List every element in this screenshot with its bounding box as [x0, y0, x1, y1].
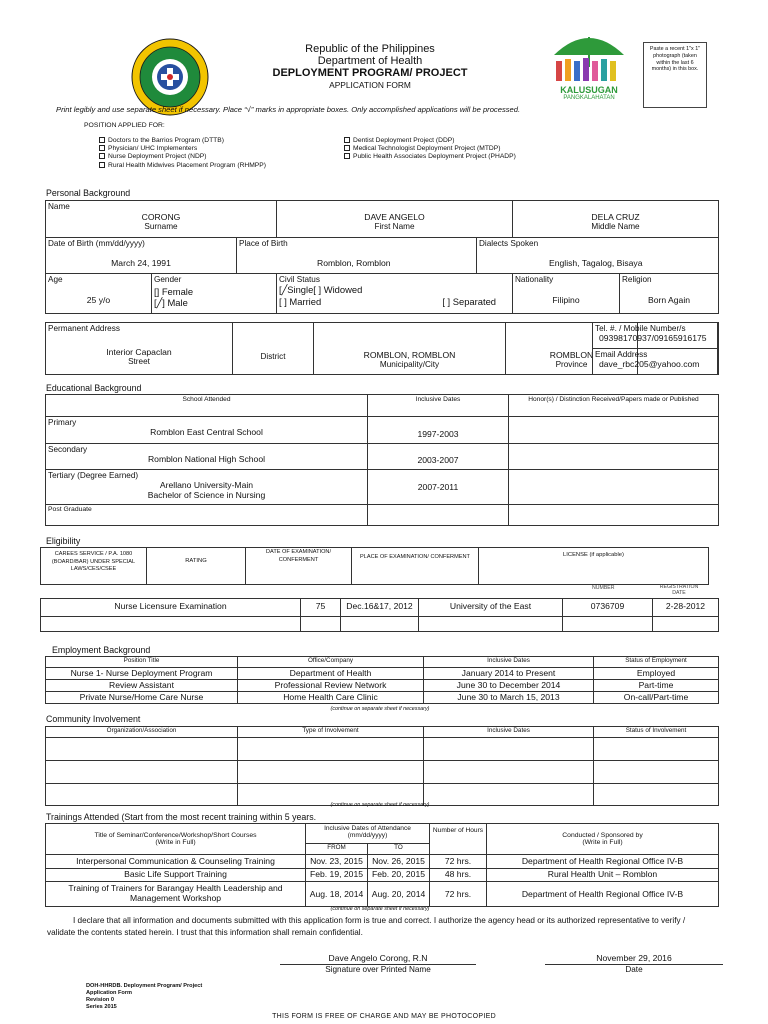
- dates-value: June 30 to December 2014: [424, 680, 594, 692]
- employment-note: (continue on separate sheet if necessary): [330, 706, 430, 712]
- col-sponsor: [487, 824, 719, 855]
- instructions: Print legibly and use separate sheet if necessary. Place “√” marks in appropriate boxes. Only accomplished applications will be processed.: [56, 105, 521, 114]
- header-department: Department of Health: [317, 55, 423, 67]
- option-uhc[interactable]: Physician/ UHC Implementers: [99, 145, 266, 152]
- trainings-heading: Trainings Attended (Start from the most recent training within 5 years.: [46, 812, 317, 822]
- form-code-line3: Revision 0: [86, 996, 114, 1003]
- dates-value: 2003-2007: [368, 444, 509, 470]
- education-row-secondary[interactable]: [46, 444, 719, 470]
- form-code-line2: Application Form: [86, 989, 132, 996]
- dialects-cell[interactable]: [477, 238, 719, 274]
- photo-box: [643, 42, 707, 108]
- birth-table: [45, 237, 719, 274]
- col-involvement-type: Type of Involvement: [238, 727, 424, 738]
- level-label: Post Graduate: [48, 506, 92, 513]
- dates-value: [368, 505, 509, 526]
- office-value: Professional Review Network: [238, 680, 424, 692]
- training-hours-value: 72 hrs.: [430, 882, 487, 907]
- surname-label: Surname: [144, 222, 178, 231]
- education-row-tertiary[interactable]: [46, 470, 719, 505]
- dialects-label: Dialects Spoken: [479, 239, 539, 248]
- religion-label: Religion: [622, 275, 652, 284]
- col-place: PLACE OF EXAMINATION/ CONFERMENT: [352, 548, 479, 585]
- employment-row[interactable]: [46, 680, 719, 692]
- col-involvement-dates: Inclusive Dates: [424, 727, 594, 738]
- gender-male[interactable]: [╱] Male: [154, 297, 188, 308]
- dates-value: January 2014 to Present: [424, 668, 594, 680]
- license-regdate-value: 2-28-2012: [653, 599, 719, 617]
- eligibility-heading: Eligibility: [46, 536, 81, 546]
- employment-heading: Employment Background: [52, 645, 151, 655]
- photo-instructions: Paste a recent 1"x 1" photograph (taken within the last 6 months) in this box.: [649, 46, 701, 73]
- training-sponsor-value: Department of Health Regional Office IV-B: [487, 855, 719, 869]
- col-emp-status: Status of Employment: [594, 657, 719, 668]
- training-title-line2: Management Workshop: [129, 893, 222, 903]
- contact-table: [592, 322, 718, 375]
- school-value: Romblon East Central School: [150, 427, 263, 437]
- trainings-note: (continue on separate sheet if necessary): [330, 906, 430, 912]
- nationality-value: Filipino: [552, 295, 580, 305]
- tel-label: Tel. #. / Mobile Number/s: [595, 324, 686, 333]
- training-title-label: Title of Seminar/Conference/Workshop/Short Courses: [94, 832, 257, 839]
- street-label: Street: [128, 357, 150, 366]
- date-label: Date: [625, 965, 643, 974]
- age-cell[interactable]: [46, 274, 152, 314]
- training-row[interactable]: [46, 869, 719, 882]
- form-code-line4: Series 2015: [86, 1003, 117, 1010]
- school-value: Arellano University-Main: [159, 480, 254, 490]
- training-title-value: Interpersonal Communication & Counseling Training: [46, 855, 306, 869]
- degree-value: Bachelor of Science in Nursing: [147, 490, 266, 500]
- pob-value: Romblon, Romblon: [317, 258, 391, 268]
- tel-value: 09398170937/09165916175: [599, 333, 707, 343]
- col-honors: Honor(s) / Distinction Received/Papers made or Published: [509, 395, 719, 417]
- civil-separated[interactable]: [ ] Separated: [442, 296, 496, 307]
- eligibility-header-table: [40, 547, 709, 585]
- office-value: Department of Health: [238, 668, 424, 680]
- attendance-label: Inclusive Dates of Attendance: [324, 825, 411, 832]
- province-label: Province: [555, 360, 588, 369]
- civil-status-cell[interactable]: [277, 274, 513, 314]
- name-cell-surname[interactable]: [46, 201, 277, 238]
- training-from-value: Feb. 19, 2015: [306, 869, 368, 882]
- col-rating: RATING: [147, 548, 246, 585]
- name-cell-middle[interactable]: [513, 201, 719, 238]
- employment-table: [45, 656, 719, 704]
- religion-value: Born Again: [647, 295, 691, 305]
- logo-text-sub: PANGKALAHATAN: [563, 95, 615, 101]
- col-school-attended: School Attended: [46, 395, 368, 417]
- education-heading: Educational Background: [46, 383, 142, 393]
- col-office: Office/Company: [238, 657, 424, 668]
- dates-value: 1997-2003: [368, 417, 509, 444]
- community-note: (continue on separate sheet if necessary): [330, 802, 430, 808]
- training-title-value: Basic Life Support Training: [46, 869, 306, 882]
- col-exam: CAREES SERVICE / P.A. 1080 (BOARD/BAR) UNDER SPECIAL LAWS/CES/CSEE: [41, 548, 147, 585]
- email-label: Email Address: [595, 350, 648, 359]
- gender-cell[interactable]: [152, 274, 277, 314]
- form-code-line1: DOH-HHRDB. Deployment Program/ Project: [86, 983, 203, 989]
- personal-heading: Personal Background: [46, 188, 131, 198]
- attendance-format: (mm/dd/yyyy): [347, 832, 388, 839]
- eligibility-table: [40, 598, 719, 632]
- date-value[interactable]: November 29, 2016: [596, 953, 672, 963]
- logo-text-main: KALUSUGAN: [560, 85, 618, 95]
- license-regdate-label: REGISTRATION DATE: [659, 584, 699, 597]
- sponsor-label: Conducted / Sponsored by: [562, 832, 643, 839]
- exam-date-value: Dec.16&17, 2012: [341, 599, 419, 617]
- status-value: Part-time: [594, 680, 719, 692]
- option-ndp[interactable]: Nurse Deployment Project (NDP): [99, 153, 266, 160]
- training-from-value: Aug. 18, 2014: [306, 882, 368, 907]
- checkbox[interactable]: [99, 145, 105, 151]
- status-value: Employed: [594, 668, 719, 680]
- city-label: Municipality/City: [379, 360, 440, 369]
- level-label: Secondary: [48, 445, 88, 454]
- col-to: TO: [368, 844, 430, 855]
- province-value: ROMBLON: [549, 350, 594, 360]
- city-cell[interactable]: [314, 323, 506, 375]
- eligibility-row-empty[interactable]: [41, 617, 719, 632]
- school-value: Romblon National High School: [147, 454, 266, 464]
- training-title-line1: Training of Trainers for Barangay Health Leadership and: [68, 883, 283, 893]
- level-label: Tertiary (Degree Earned): [48, 471, 139, 480]
- position-value: Private Nurse/Home Care Nurse: [46, 692, 238, 704]
- middle-name-value: DELA CRUZ: [591, 212, 640, 222]
- education-table: [45, 394, 719, 526]
- dob-label: Date of Birth (mm/dd/yyyy): [48, 239, 145, 248]
- civil-married[interactable]: [ ] Married: [279, 296, 322, 307]
- col-training-title: [46, 824, 306, 855]
- col-date: DATE OF EXAMINATION/ CONFERMENT: [246, 548, 352, 585]
- form-subtitle: APPLICATION FORM: [329, 80, 411, 90]
- district-label: District: [260, 352, 286, 361]
- option-rhmpp[interactable]: Rural Health Midwives Placement Program (RHMPP): [99, 162, 266, 169]
- dob-cell[interactable]: [46, 238, 237, 274]
- community-row[interactable]: [46, 738, 719, 761]
- dates-value: 2007-2011: [368, 470, 509, 505]
- dialects-value: English, Tagalog, Bisaya: [549, 258, 643, 268]
- signature-name[interactable]: Dave Angelo Corong, R.N: [328, 953, 428, 963]
- personal-table: [45, 200, 719, 238]
- declaration-line1: I declare that all information and documents submitted with this application form is true and correct. I authorize the agency head or its authorized representative to verify /: [73, 916, 686, 925]
- nationality-cell[interactable]: [513, 274, 620, 314]
- first-name-value: DAVE ANGELO: [364, 212, 425, 222]
- checkbox[interactable]: [99, 137, 105, 143]
- street-cell[interactable]: [46, 323, 233, 375]
- name-cell-first[interactable]: [277, 201, 513, 238]
- civil-status-line1[interactable]: [╱Single[ ] Widowed: [279, 284, 363, 295]
- street-value: Interior Capaclan: [106, 347, 172, 357]
- position-value: Nurse 1- Nurse Deployment Program: [46, 668, 238, 680]
- training-title-value: [46, 882, 306, 907]
- honors-value: [509, 417, 719, 444]
- checkbox[interactable]: [344, 153, 350, 159]
- training-to-value: Nov. 26, 2015: [368, 855, 430, 869]
- signature-label: Signature over Printed Name: [325, 965, 431, 974]
- status-value: On-call/Part-time: [594, 692, 719, 704]
- age-value: 25 y/o: [86, 295, 111, 305]
- col-license: LICENSE (if applicable): [479, 548, 709, 585]
- office-value: Home Health Care Clinic: [238, 692, 424, 704]
- first-name-label: First Name: [374, 222, 415, 231]
- option-dttb[interactable]: Doctors to the Barrios Program (DTTB): [99, 137, 266, 144]
- checkbox[interactable]: [344, 137, 350, 143]
- city-value: ROMBLON, ROMBLON: [363, 350, 456, 360]
- email-cell[interactable]: [593, 349, 718, 375]
- level-label: Primary: [48, 418, 77, 427]
- col-hours: Number of Hours: [430, 824, 487, 855]
- dates-value: June 30 to March 15, 2013: [424, 692, 594, 704]
- employment-row[interactable]: [46, 668, 719, 680]
- training-hours-value: 72 hrs.: [430, 855, 487, 869]
- perm-address-label: Permanent Address: [48, 324, 120, 333]
- education-row-postgrad[interactable]: [46, 505, 719, 526]
- training-title-sub: (Write in Full): [155, 839, 196, 846]
- declaration-line2: validate the contents stated herein. I trust that this information shall remain confidential.: [47, 927, 363, 937]
- tel-cell[interactable]: [593, 323, 718, 349]
- eligibility-row[interactable]: [41, 599, 719, 617]
- col-attendance-dates: [306, 824, 430, 844]
- age-label: Age: [48, 275, 63, 284]
- training-hours-value: 48 hrs.: [430, 869, 487, 882]
- license-number-label: NUMBER: [592, 585, 615, 591]
- col-organization: Organization/Association: [46, 727, 238, 738]
- declaration-text: [47, 915, 727, 939]
- license-number-value: 0736709: [563, 599, 653, 617]
- rating-value: 75: [301, 599, 341, 617]
- dob-value: March 24, 1991: [111, 258, 171, 268]
- option-phadp[interactable]: Public Health Associates Deployment Project (PHADP): [344, 153, 516, 160]
- nationality-label: Nationality: [515, 275, 554, 284]
- col-inclusive-dates: Inclusive Dates: [368, 395, 509, 417]
- religion-cell[interactable]: [620, 274, 719, 314]
- status-table: [45, 273, 719, 314]
- training-sponsor-value: Rural Health Unit – Romblon: [487, 869, 719, 882]
- position-heading: POSITION APPLIED FOR:: [84, 122, 165, 129]
- civil-status-label: Civil Status: [279, 275, 320, 284]
- umbrella-logo-icon: [548, 27, 630, 87]
- community-row[interactable]: [46, 761, 719, 784]
- kalusugan-logo: [548, 27, 630, 107]
- option-ddp[interactable]: Dentist Deployment Project (DDP): [344, 137, 516, 144]
- position-left-options: [99, 137, 266, 170]
- exam-place-value: University of the East: [419, 599, 563, 617]
- training-sponsor-value: Department of Health Regional Office IV-B: [487, 882, 719, 907]
- pob-label: Place of Birth: [239, 239, 288, 248]
- trainings-table: [45, 823, 719, 907]
- exam-value: Nurse Licensure Examination: [41, 599, 301, 617]
- training-from-value: Nov. 23, 2015: [306, 855, 368, 869]
- col-from: FROM: [306, 844, 368, 855]
- honors-value: [509, 505, 719, 526]
- district-cell[interactable]: [233, 323, 314, 375]
- free-of-charge-note: THIS FORM IS FREE OF CHARGE AND MAY BE PHOTOCOPIED: [272, 1013, 496, 1020]
- col-involvement-status: Status of Involvement: [594, 727, 719, 738]
- position-value: Review Assistant: [46, 680, 238, 692]
- header-republic: Republic of the Philippines: [305, 43, 435, 55]
- gender-female[interactable]: [] Female: [154, 286, 194, 297]
- form-title: DEPLOYMENT PROGRAM/ PROJECT: [272, 67, 468, 79]
- sponsor-sub: (Write in Full): [582, 839, 623, 846]
- honors-value: [509, 470, 719, 505]
- honors-value: [509, 444, 719, 470]
- training-row[interactable]: [46, 882, 719, 907]
- checkbox[interactable]: [344, 145, 350, 151]
- training-row[interactable]: [46, 855, 719, 869]
- community-table: [45, 726, 719, 806]
- middle-name-label: Middle Name: [591, 222, 640, 231]
- education-row-primary[interactable]: [46, 417, 719, 444]
- pob-cell[interactable]: [237, 238, 477, 274]
- training-to-value: Feb. 20, 2015: [368, 869, 430, 882]
- employment-row[interactable]: [46, 692, 719, 704]
- community-heading: Community Involvement: [46, 714, 141, 724]
- name-label: Name: [48, 202, 70, 211]
- gender-label: Gender: [154, 275, 182, 284]
- surname-value: CORONG: [141, 212, 181, 222]
- form-code: [86, 983, 202, 1011]
- training-to-value: Aug. 20, 2014: [368, 882, 430, 907]
- col-emp-dates: Inclusive Dates: [424, 657, 594, 668]
- checkbox[interactable]: [99, 162, 105, 168]
- position-right-options: [344, 137, 516, 162]
- option-mtdp[interactable]: Medical Technologist Deployment Project (MTDP): [344, 145, 516, 152]
- checkbox[interactable]: [99, 153, 105, 159]
- email-value: dave_rbc205@yahoo.com: [599, 359, 700, 369]
- col-position-title: Position Title: [46, 657, 238, 668]
